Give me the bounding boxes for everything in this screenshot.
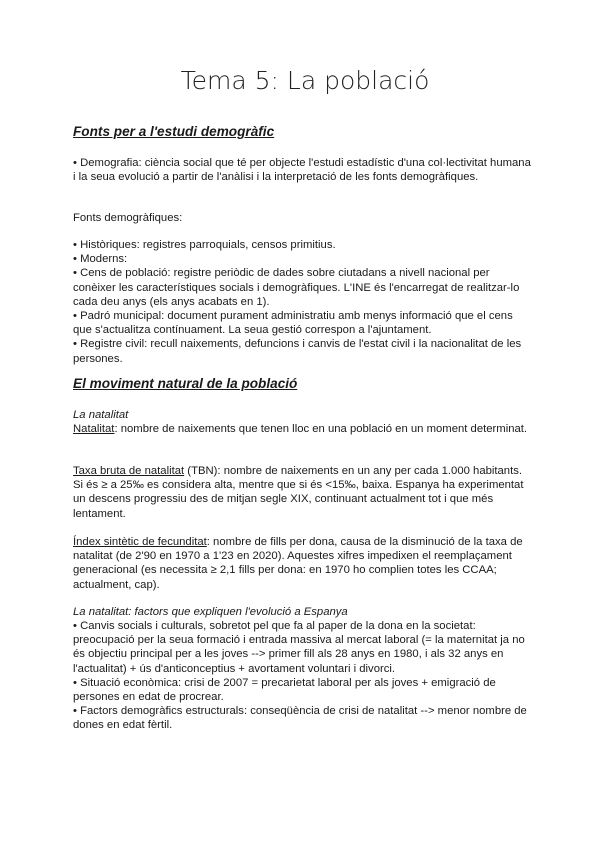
term-natalitat: Natalitat	[73, 423, 115, 435]
list-item: • Moderns:	[73, 253, 128, 266]
term-isf: Índex sintètic de fecunditat	[73, 536, 207, 548]
natalitat-definition	[73, 422, 533, 436]
list-item: • Canvis socials i culturals, sobretot pel que fa al paper de la dona en la societat: preocupació per la seua formació i entrada massiva al mercat laboral (= la maternitat ja no és objectiu principal per a les joves --> primer fill als 28 anys en 1980, i als 32 anys en l'actualitat) + ús d'anticonceptius + avortament voluntari i divorci.	[73, 620, 525, 675]
sources-list	[73, 238, 533, 366]
definition-text: : nombre de naixements que tenen lloc en una població en un moment determinat.	[114, 423, 528, 435]
natalitat-subheading: La natalitat	[73, 409, 129, 421]
list-item: • Registre civil: recull naixements, defuncions i canvis de l'estat civil i la nacionalitat de les persones.	[73, 338, 522, 365]
list-item: • Factors demogràfics estructurals: conseqüència de crisi de natalitat --> menor nombre de dones en edat fèrtil.	[73, 705, 527, 732]
isf-definition	[73, 535, 533, 592]
definition-text: : nombre de fills per dona, causa de la disminució de la taxa de natalitat (de 2'90 en 1970 a 1'23 en 2020). Aquestes xifres impedixen el reemplaçament generacional (es necessita ≥ 2,1 fills per dona: en 1970 ho complien totes les CCAA; actualment, cap).	[73, 536, 523, 591]
list-item: • Cens de població: registre periòdic de dades sobre ciutadans a nivell nacional per conèixer les característiques socials i demogràfiques. L'INE és l'encarregat de realitzar-lo cada deu anys (els anys acabats en 1).	[73, 267, 520, 308]
term-tbn: Taxa bruta de natalitat	[73, 465, 185, 477]
definition-text: (TBN): nombre de naixements en un any per cada 1.000 habitants. Si és ≥ a 25‰ es considera alta, mentre que si és <15‰, baixa. Espanya ha experimentat un descens progressiu des de mitjan segle XIX, continuant actualment tot i que més lentament.	[73, 465, 524, 520]
factors-subheading: La natalitat: factors que expliquen l'evolució a Espanya	[73, 606, 348, 618]
section-heading-sources: Fonts per a l'estudi demogràfic	[73, 124, 275, 139]
list-item: • Històriques: registres parroquials, censos primitius.	[73, 239, 336, 251]
section-heading-moviment: El moviment natural de la població	[73, 376, 298, 391]
tbn-definition	[73, 464, 533, 521]
demografia-paragraph: • Demografia: ciència social que té per objecte l'estudi estadístic d'una col·lectivitat humana i la seua evolució a partir de l'anàlisi i la interpretació de les fonts demogràfiques.	[73, 157, 531, 184]
factors-list	[73, 619, 533, 733]
list-item: • Padró municipal: document purament administratiu amb menys informació que el cens que s'actualitza contínuament. La seua gestió correspon a l'ajuntament.	[73, 310, 513, 337]
list-item: • Situació econòmica: crisi de 2007 = precarietat laboral per als joves + emigració de persones en edat de procrear.	[73, 676, 496, 704]
sources-label: Fonts demogràfiques:	[73, 212, 183, 224]
page-title: Tema 5: La població	[180, 66, 430, 95]
